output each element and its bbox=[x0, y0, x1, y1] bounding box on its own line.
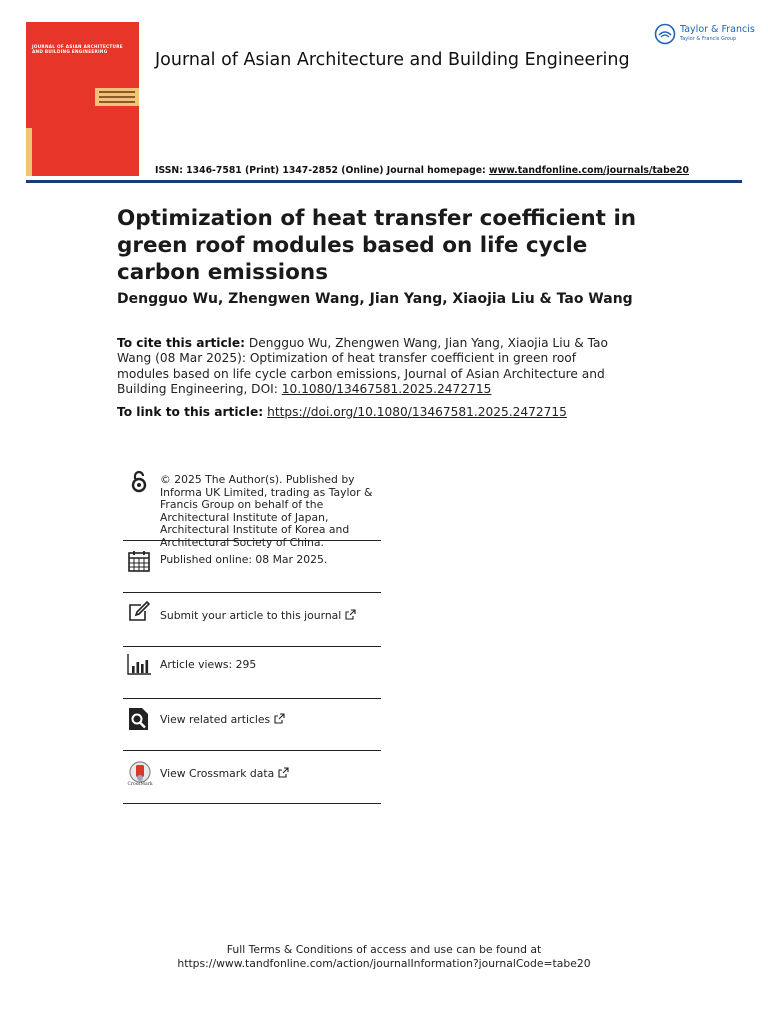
related-row[interactable] bbox=[123, 698, 381, 751]
crossmark-link[interactable] bbox=[160, 767, 388, 781]
issn-line bbox=[155, 165, 689, 176]
article-doi-link[interactable]: https://doi.org/10.1080/13467581.2025.2472715 bbox=[267, 405, 567, 419]
issn-text: ISSN: 1346-7581 (Print) 1347-2852 (Online) Journal homepage: bbox=[155, 165, 490, 176]
submit-article-link[interactable] bbox=[160, 609, 388, 623]
crossmark-label: View Crossmark data bbox=[160, 767, 275, 780]
publisher-logo-text: Taylor & Francis bbox=[680, 24, 755, 35]
calendar-icon bbox=[127, 549, 151, 573]
footer-terms-link[interactable]: https://www.tandfonline.com/action/journalInformation?journalCode=tabe20 bbox=[177, 957, 591, 970]
cover-issue-band bbox=[95, 88, 139, 106]
related-search-icon bbox=[127, 707, 151, 731]
journal-cover-image bbox=[26, 22, 139, 176]
crossmark-logo-text: CrossMark bbox=[127, 782, 153, 787]
journal-name: Journal of Asian Architecture and Building Engineering bbox=[155, 50, 630, 70]
open-access-row bbox=[123, 466, 381, 549]
journal-homepage-link[interactable]: www.tandfonline.com/journals/tabe20 bbox=[489, 165, 689, 176]
views-row bbox=[123, 646, 381, 699]
cover-strip bbox=[26, 128, 32, 176]
edit-icon bbox=[127, 600, 151, 624]
cover-title: JOURNAL OF ASIAN ARCHITECTURE AND BUILDING ENGINEERING bbox=[32, 44, 123, 55]
cite-label: To cite this article: bbox=[117, 336, 246, 350]
cite-doi-link[interactable]: 10.1080/13467581.2025.2472715 bbox=[281, 381, 492, 396]
header-rule bbox=[26, 180, 742, 183]
external-link-icon bbox=[278, 767, 289, 778]
open-access-text: © 2025 The Author(s). Published by Informa UK Limited, trading as Taylor & Francis Group on behalf of the Architectural Institute of Japan, Architectural Institute of Korea and Architectural Society of China. bbox=[160, 473, 373, 549]
link-label: To link to this article: bbox=[117, 405, 264, 419]
article-title: Optimization of heat transfer coefficient in green roof modules based on life cycle carbon emissions bbox=[117, 206, 637, 285]
article-link-line bbox=[117, 405, 567, 419]
bar-chart-icon bbox=[127, 652, 151, 676]
published-row bbox=[123, 540, 381, 593]
submit-article-label: Submit your article to this journal bbox=[160, 609, 342, 622]
open-access-icon bbox=[127, 470, 151, 494]
related-articles-link[interactable] bbox=[160, 713, 388, 727]
submit-row[interactable] bbox=[123, 592, 381, 647]
external-link-icon bbox=[345, 609, 356, 620]
published-date: Published online: 08 Mar 2025. bbox=[160, 553, 328, 566]
crossmark-row[interactable] bbox=[123, 750, 381, 804]
publisher-logo-subtext: Taylor & Francis Group bbox=[680, 36, 737, 42]
footer-line-1: Full Terms & Conditions of access and use can be found at bbox=[226, 943, 542, 956]
cite-text: Dengguo Wu, Zhengwen Wang, Jian Yang, Xiaojia Liu & Tao Wang (08 Mar 2025): Optimization of heat transfer coefficient in green roof modules based on life cycle carbon emissions, Journal of Asian Architecture and Building Engineering, DOI: bbox=[117, 336, 608, 396]
article-authors: Dengguo Wu, Zhengwen Wang, Jian Yang, Xiaojia Liu & Tao Wang bbox=[117, 291, 633, 307]
citation-block bbox=[117, 336, 617, 397]
article-views: Article views: 295 bbox=[160, 658, 257, 671]
terms-footer bbox=[0, 943, 768, 971]
related-articles-label: View related articles bbox=[160, 713, 271, 726]
external-link-icon bbox=[274, 713, 285, 724]
